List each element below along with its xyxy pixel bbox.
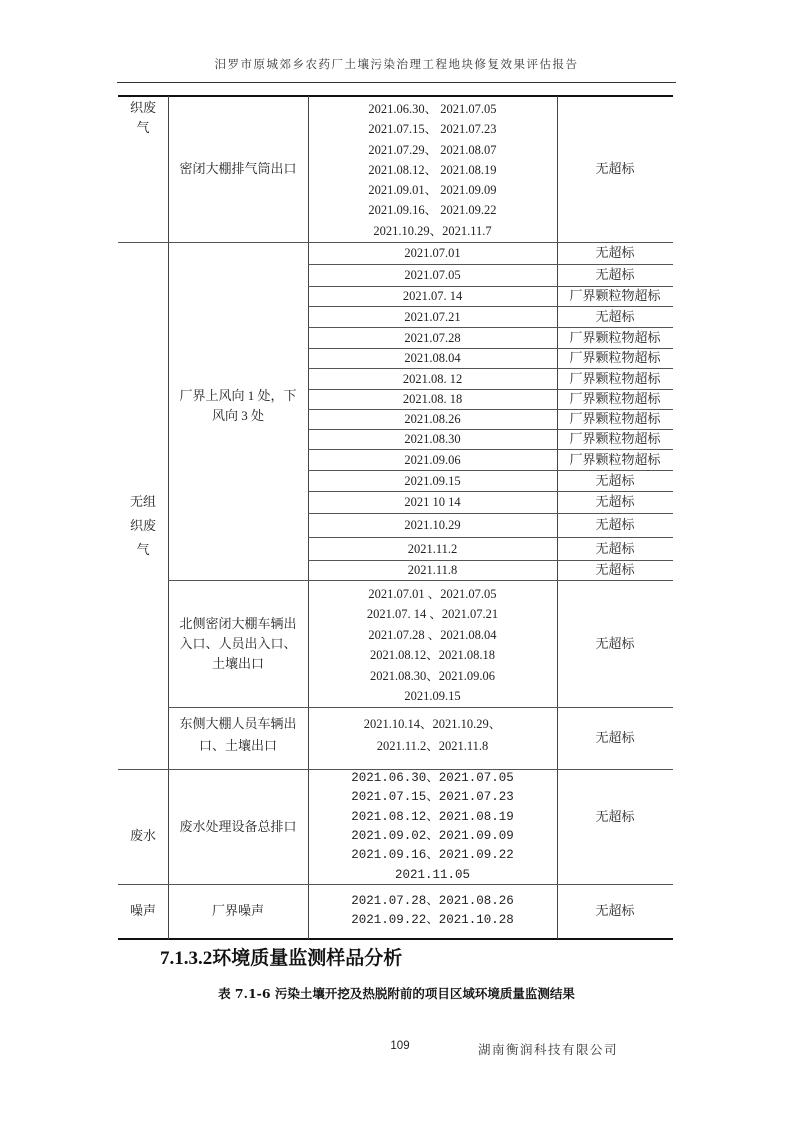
boundary-date: 2021.07.01: [404, 246, 461, 260]
boundary-result: 无超标: [595, 308, 635, 324]
category-unorganized-gas: [118, 242, 168, 769]
table-bottom-border: [118, 938, 673, 940]
location-text: 风向 3 处: [211, 408, 264, 423]
location-cell-north: [168, 580, 308, 707]
date-line: 2021.11.05: [394, 867, 470, 882]
boundary-result: 厂界颗粒物超标: [569, 391, 661, 406]
boundary-date: 2021.07. 14: [402, 289, 463, 303]
table-caption: 表 7.1-6 污染土壤开挖及热脱附前的项目区域环境质量监测结果: [218, 986, 575, 1001]
date-line: 2021.09.02、2021.09.09: [351, 829, 514, 843]
document-header: 汨罗市原城郊乡农药厂土壤污染治理工程地块修复效果评估报告: [214, 57, 579, 71]
dates-cell: [308, 98, 557, 242]
dates-cell-noise: [308, 884, 557, 938]
result-cell-east: [557, 707, 673, 769]
date-line: 2021.08.12、 2021.08.19: [368, 162, 497, 177]
location-text: 土壤出口: [211, 655, 264, 671]
location-text: 厂界上风向 1 处，下: [179, 388, 297, 403]
category-line: 无组: [129, 493, 156, 509]
date-line: 2021.07.01 、2021.07.05: [368, 586, 497, 601]
location-cell-wastewater: [168, 769, 308, 884]
company-name: 湖南衡润科技有限公司: [478, 1042, 619, 1057]
dates-cell-north: [308, 583, 557, 707]
boundary-result: 厂界颗粒物超标: [569, 370, 661, 386]
boundary-date: 2021.08.04: [404, 351, 461, 365]
boundary-result: 厂界颗粒物超标: [569, 350, 661, 365]
page-number: 109: [390, 1040, 410, 1052]
boundary-date: 2021.07.28: [404, 330, 461, 345]
category-wastewater: [118, 769, 168, 884]
date-line: 2021.07.15、 2021.07.23: [368, 122, 497, 137]
date-line: 2021.08.12、2021.08.18: [369, 648, 495, 662]
category-noise: [118, 884, 168, 938]
boundary-result: 无超标: [595, 517, 635, 532]
result-text: 无超标: [595, 730, 635, 745]
boundary-date: 2021.08.30: [404, 432, 461, 446]
boundary-date: 2021.08. 12: [402, 371, 463, 386]
result-text: 无超标: [595, 808, 635, 824]
date-line: 2021.06.30、 2021.07.05: [368, 101, 497, 116]
date-line: 2021.07.15、2021.07.23: [351, 790, 514, 805]
category-organized-gas: [118, 96, 168, 148]
category-line: 织废: [129, 517, 156, 533]
location-text: 口、土壤出口: [198, 738, 277, 753]
date-line: 2021.10.29、2021.11.7: [373, 223, 492, 238]
category-line: 织废: [129, 100, 156, 115]
date-line: 2021.07.29、 2021.08.07: [368, 142, 497, 157]
dates-cell-wastewater: [308, 770, 557, 884]
category-line: 废水: [129, 827, 156, 843]
boundary-result: 无超标: [595, 562, 635, 577]
date-line: 2021.06.30、2021.07.05: [351, 771, 514, 786]
boundary-date: 2021.09.15: [404, 473, 461, 488]
location-text: 废水处理设备总排口: [179, 818, 297, 834]
result-cell: [557, 96, 673, 242]
boundary-result: 无超标: [595, 472, 635, 488]
date-line: 2021.08.30、2021.09.06: [369, 668, 495, 683]
boundary-date: 2021.11.8: [407, 563, 458, 577]
date-line: 2021.09.15: [404, 689, 461, 703]
location-text: 入口、人员出入口、: [179, 635, 297, 651]
date-line: 2021.07. 14 、2021.07.21: [366, 607, 499, 621]
location-cell: [168, 96, 308, 242]
result-cell-noise: [557, 884, 673, 938]
boundary-result: 厂界颗粒物超标: [569, 288, 661, 303]
location-text: 北侧密闭大棚车辆出: [179, 615, 297, 631]
result-cell-wastewater: [557, 769, 673, 864]
boundary-result: 无超标: [595, 540, 635, 556]
date-line: 2021.10.14、2021.10.29、: [363, 717, 502, 731]
date-line: 2021.09.16、 2021.09.22: [368, 203, 497, 218]
result-text: 无超标: [595, 161, 635, 176]
boundary-result: 无超标: [595, 267, 635, 282]
boundary-date: 2021.11.2: [407, 541, 458, 556]
location-text: 东侧大棚人员车辆出: [179, 716, 297, 731]
date-line: 2021.09.16、2021.09.22: [351, 848, 514, 863]
boundary-result: 厂界颗粒物超标: [569, 411, 661, 426]
boundary-result: 厂界颗粒物超标: [569, 451, 661, 467]
location-text: 密闭大棚排气筒出口: [179, 161, 297, 176]
boundary-result: 无超标: [595, 245, 635, 260]
location-cell-noise: [168, 884, 308, 938]
dates-cell-east: [308, 707, 557, 769]
date-line: 2021.09.01、 2021.09.09: [368, 183, 497, 198]
category-line: 气: [136, 120, 150, 135]
location-cell-east: [168, 707, 308, 769]
boundary-date: 2021.07.21: [404, 309, 461, 324]
boundary-date: 2021.07.05: [404, 268, 461, 282]
boundary-result: 厂界颗粒物超标: [569, 329, 661, 345]
location-text: 厂界噪声: [211, 903, 264, 918]
boundary-result: 厂界颗粒物超标: [569, 431, 661, 446]
category-line: 气: [136, 541, 150, 557]
date-line: 2021.08.12、2021.08.19: [351, 809, 514, 824]
category-line: 噪声: [129, 903, 156, 918]
location-cell-boundary: [168, 242, 308, 580]
boundary-date: 2021.08. 18: [402, 392, 463, 406]
date-line: 2021.07.28 、2021.08.04: [368, 627, 497, 642]
result-text: 无超标: [595, 903, 635, 918]
header-rule: [117, 82, 676, 83]
boundary-date: 2021.08.26: [404, 412, 461, 426]
boundary-date: 2021 10 14: [404, 495, 461, 509]
date-line: 2021.07.28、2021.08.26: [351, 893, 514, 908]
result-text: 无超标: [595, 635, 635, 651]
boundary-date: 2021.10.29: [404, 518, 461, 532]
boundary-result: 无超标: [595, 494, 635, 509]
result-cell-north: [557, 580, 673, 707]
boundary-date: 2021.09.06: [404, 452, 461, 467]
date-line: 2021.09.22、2021.10.28: [351, 913, 514, 927]
section-heading: 7.1.3.2环境质量监测样品分析: [160, 948, 403, 969]
date-line: 2021.11.2、2021.11.8: [376, 739, 489, 753]
